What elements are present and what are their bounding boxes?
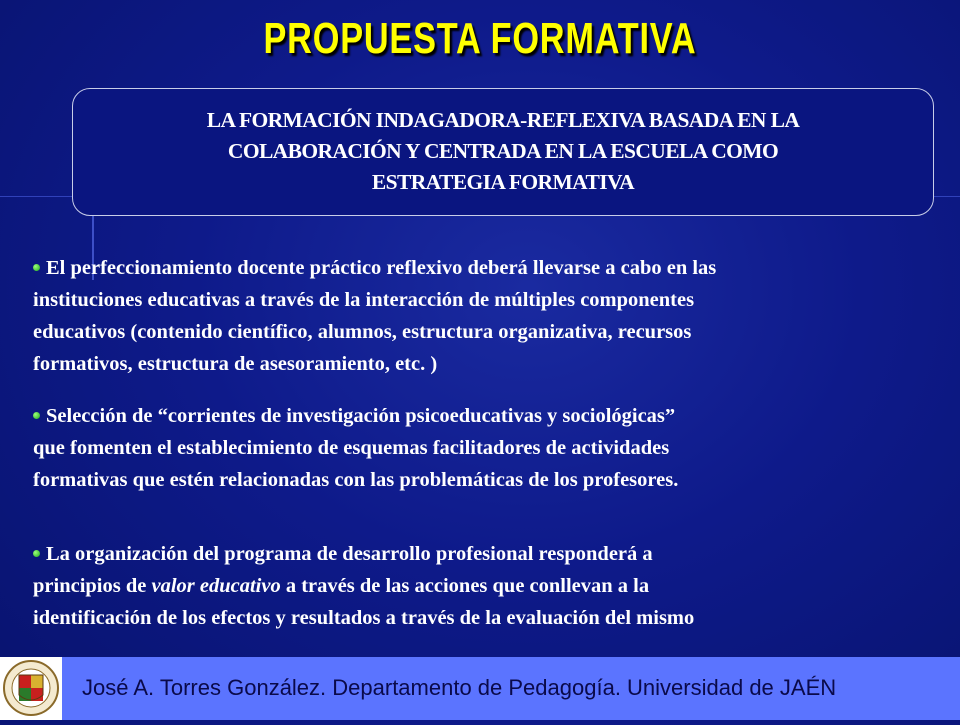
bullet-text-line: identificación de los efectos y resultados a través de la evaluación del mismo	[33, 607, 695, 629]
bullet-dot-icon	[33, 264, 40, 271]
bullet-item-3	[33, 538, 933, 634]
slide-title: PROPUESTA FORMATIVA	[263, 14, 697, 63]
footer-band	[0, 657, 960, 720]
bullet-text-fragment: a través de las acciones que conllevan a la	[280, 575, 650, 597]
bullet-text-line: Selección de “corrientes de investigación psicoeducativas y sociológicas”	[46, 405, 676, 427]
bullet-dot-icon	[33, 550, 40, 557]
heading-line: COLABORACIÓN Y CENTRADA EN LA ESCUELA COMO	[227, 139, 779, 163]
bullet-text-line: La organización del programa de desarrollo profesional responderá a	[46, 543, 653, 565]
bullet-item-1	[33, 252, 933, 380]
bullet-text-line: formativos, estructura de asesoramiento, etc. )	[33, 353, 438, 375]
bullet-text-line: instituciones educativas a través de la interacción de múltiples componentes	[33, 289, 695, 311]
bullet-emphasis: valor educativo	[151, 575, 281, 597]
heading-line: LA FORMACIÓN INDAGADORA-REFLEXIVA BASADA EN LA	[206, 108, 800, 132]
heading-line: ESTRATEGIA FORMATIVA	[371, 170, 635, 194]
bullet-text-line: que fomenten el establecimiento de esquemas facilitadores de actividades	[33, 437, 670, 459]
bullet-text-line: formativas que estén relacionadas con las problemáticas de los profesores.	[33, 469, 679, 491]
bullet-text-line: El perfeccionamiento docente práctico reflexivo deberá llevarse a cabo en las	[46, 257, 717, 279]
bullet-text-fragment: principios de	[33, 575, 152, 597]
bullet-item-2	[33, 400, 933, 496]
heading-box	[72, 88, 934, 216]
university-seal-icon	[0, 657, 62, 720]
footer-credit: José A. Torres González. Departamento de Pedagogía. Universidad de JAÉN	[82, 675, 837, 700]
bullet-dot-icon	[33, 412, 40, 419]
heading-box-text	[73, 105, 933, 198]
bullet-text-line: educativos (contenido científico, alumnos, estructura organizativa, recursos	[33, 321, 692, 343]
